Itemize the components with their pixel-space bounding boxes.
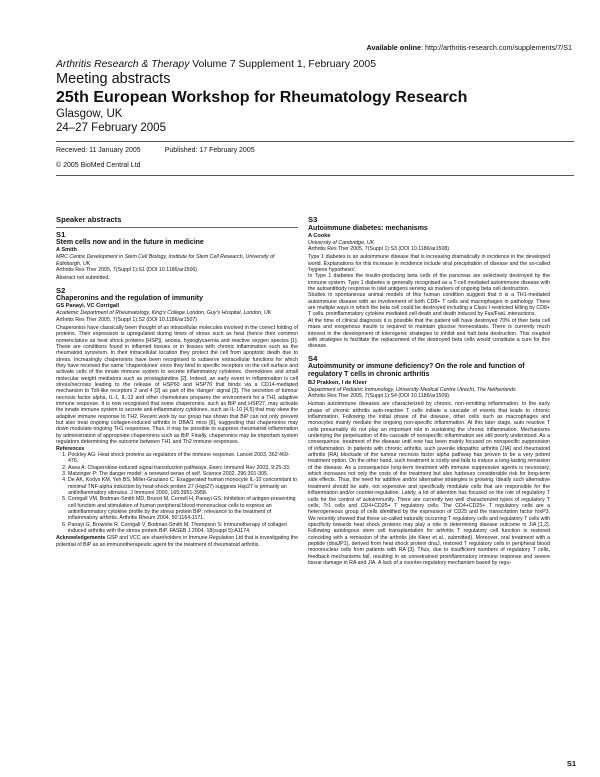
left-column xyxy=(56,215,298,548)
references-heading: References xyxy=(56,445,85,452)
abstract-id-s1: S1 xyxy=(56,229,66,239)
conference-dates: 24–27 February 2005 xyxy=(56,122,166,134)
acknowledgements xyxy=(56,535,298,548)
reference-item: 4. De AK, Kodys KM, Yeh BS, Miller-Graziano C: Exaggerated human monocyte IL-10 concomitant to minimal TNF-alpha induction by heat-shock protein 27 (Hsp27) suggests Hsp27 is primarily an antiinflammatory stimulus. J Immunol 2000, 165:3951-3958. xyxy=(68,477,298,496)
abstract-authors-s3: A Cooke xyxy=(308,232,331,239)
journal-line xyxy=(56,58,576,71)
reference-item: 6. Panayi G, Brownlie R, Corrigall V, Bodman-Smith M, Thompson S: Immunotherapy of collagen induced arthritis with the stress protein BiP. FASEB J 2004, 18(suppl 5):A1174. xyxy=(68,522,298,535)
abstract-citation-s2: Arthritis Res Ther 2005, 7(Suppl 1):S2 (DOI 10.1186/ar1507) xyxy=(56,316,198,323)
abstract-para-s3: Type 1 diabetes is an autoimmune disease that is increasing dramatically in incidence in the developed world. Explanations for this increase in incidence include viral precipitation of disease and the so-called 'hygiene hypothesis'. xyxy=(308,254,550,274)
journal-issue: Volume 7 Supplement 1, February 2005 xyxy=(192,59,376,70)
abstract-para-s3: At the time of clinical diagnosis it is possible that the patient will have destroyed 70% of their beta cell mass and exogenous insulin is required to maintain glucose homeostasis. There is currently much interest in the development of tolerogenic strategies to inhibit and halt beta destruction. This coupled with strategies to facilitate the replacement of the destroyed beta cells would constitute a cure for this disease. xyxy=(308,317,550,350)
abstract-id-s2: S2 xyxy=(56,285,66,295)
abstract-body-s4: Human autoimmune diseases are characterized by chronic, non-remitting inflammation. In the early phase of chronic arthritis auto-reactive T cells initiate a cascade of events that leads to chronic inflammation. Following the initial phase of the disease, other cells such as macrophages and monocytes mainly mediate the ongoing non-specific inflammation. At this later stage, auto reactive T cells presumably do not play an important role in sustaining the chronic inflammation. Mechanisms underlying the perpetuation of this cascade of nonspecific inflammation are still poorly understood. As a consequence, treatment of the disease until now has been mainly focused on nonspecific suppression of inflammation. In patients with chronic arthritis, such juvenile idiopathic arthritis (JIA) and rheumatoid arthritis (RA) blockade of the tumour necrosis factor alpha pathway has proven to be a very potent treatment option. On the other hand, such treatment is costly and fails to induce a long-lasting remission of the disease. As a consequence long-term treatment with immune suppressive agents is necessary, which increases not only the costs of the treatment but also harbours considerable risk for long-term side effects. Thus, the need for additive and/or alternative strategies is growing. Ideally such alternative treatment should be safe, not expensive and specifically modulate cells that are responsible for the inflammation and/or counter-regulation. Lately, a lot of attention has focused on the role of regulatory T cells for the control of autoimmunity. There are currently two well characterized types of regulatory T cells, Tr1 cells and CD4+CD25+ T regulatory cells. The CD4+CD25+ T regulatory cells are a heterogeneous group of cells identified by the expression of CD25 and the transcription factor foxP3. We recently showed that these so-called naturally occurring T regulatory cells and regulatory T cells with specificity towards heat shock proteins may play a role in determining disease outcome in JIA [1,2]. Following autologous stem cell transplantation for arthritis T regulatory cell function is restored coinciding with a remission of the arthritis (de Kleer et al., submitted). Moreover, oral treatment with a peptide (dnaJP1), derived from heat shock protein dnaJ, restored T regulatory cells in peripheral blood mononuclear cells from patients with RA [3]. Thus, due to insufficient numbers of regulatory T cells, feedback mechanisms fail, resulting in an unrestrained proinflammatory immune response and severe tissue damage in RA and JIA. A lack of a counter-regulatory mechanism based by regu- xyxy=(308,401,551,566)
ack-text: GSP and VCC are shareholders in Immune Regulation Ltd that is investigating the potential of BiP as an immunotherapeutic agent for the treatment of rheumatoid arthritis. xyxy=(56,535,298,548)
abstract-title-s2: Chaperonins and the regulation of immunity xyxy=(56,295,204,303)
pub-dates xyxy=(56,147,279,154)
availability-line: Available online: http://arthritis-research.com/supplements/7/S1 xyxy=(366,43,572,52)
abstract-citation-s3: Arthritis Res Ther 2005, 7(Suppl 1):S3 (DOI 10.1186/ar1508) xyxy=(308,246,450,253)
ack-label: Acknowledgements xyxy=(56,535,106,542)
right-column xyxy=(308,215,550,566)
reference-item: 3. Matzinger P: The danger model: a renewed sense of self. Science 2002, 296:301-305. xyxy=(68,471,298,477)
abstract-title-s3: Autoimmune diabetes: mechanisms xyxy=(308,224,428,232)
abstract-affiliation-s3: University of Cambridge, UK xyxy=(308,239,375,246)
header-rule xyxy=(56,141,574,142)
abstract-authors-s2: GS Panayi, VC Corrigall xyxy=(56,303,120,310)
reference-item: 2. Asea A: Chaperokine-induced signal transduction pathways. Exerc Immunol Rev 2003, 9:25-33. xyxy=(68,465,298,471)
published-date: Published: 17 February 2005 xyxy=(164,147,255,154)
abstract-para-s3: Studies in spontaneous animal models of this human condition suggest that it is a TH1-mediated autoimmune disease with an involvement of both CD8+ T cells and macrophages in pathology. There are multiple ways in which the beta cell could be destroyed including a Class I restricted killing by CD8+ T cells, proinflammatory cytokine mediated cell death and death induced by Fas/FasL interactions. xyxy=(308,292,550,318)
abstract-affiliation-s1: MRC Centre Development in Stem Cell Biology, Institute for Stem Cell Research, University of Edinburgh, UK xyxy=(56,254,275,267)
reference-item: 5. Corrigall VM, Bodman-Smith MD, Brunst M, Cornell H, Panayi GS: Inhibition of antigen-presenting cell function and stimulation of human peripheral blood mononuclear cells to express an antiinflammatory cytokine profile by the stress protein BiP: relevance to the treatment of inflammatory arthritis. Arthritis Rheum 2004, 50:1164-1171. xyxy=(68,496,298,521)
copyright-rule xyxy=(56,175,574,176)
abstract-title-s4: Autoimmunity or immune deficiency? On the role and function of regulatory T cells in chronic arthritis xyxy=(308,363,525,379)
page-number: S1 xyxy=(566,759,576,768)
references-list xyxy=(56,452,298,534)
received-date: Received: 11 January 2005 xyxy=(56,147,141,154)
reference-item: 1. Pockley AG: Heat shock proteins as regulators of the immune response. Lancet 2003, 362:469-476. xyxy=(68,452,298,465)
abstract-affiliation-s4: Department of Pediatric Immunology, University Medical Centre Utrecht, The Netherlands xyxy=(308,386,516,393)
abstract-citation-s4: Arthritis Res Ther 2005, 7(Suppl 1):S4 (DOI 10.1186/ar1509) xyxy=(308,393,450,399)
abstract-body-s2: Chaperonins have classically been thought of as intracellular molecules involved in the correct folding of proteins. Their expression is upregulated during times of stress such as heat (hence their common nomenclature as heat shock proteins [HSP]), anoxia, hypoglycaemia and reactive oxygen species [1]. These are conditions found in inflamed tissues or in tissues with chronic inflammation such as the rheumatoid synovium. In their intracellular location they protect the cell from apoptotic death due to stress. Increasingly chaperonins have been recognised to subserve extracellular functions for which they have received the name 'chaperokines' since they bind to specific receptors on the cell surface and activate cells of the innate immune system to secrete inflammatory cytokines, chemokines and small molecular weight mediators such as prostaglandins [2]. Indeed, an early event in inflammation is cell stress/necrosis leading to the release of HSP60 and HSP70 that binds via a CD14-mediated mechanism to Toll-like receptors 2 and 4 [2] as part of the 'danger' signal [3]. The secretion of tumour necrosis factor alpha, IL-1, IL-12 and other chemokines prepares the environment for a TH1 adaptive immune response. It is now recognised that some chaperonins, such as BiP and HSP27, may activate the innate immune system to secrete anti-inflammatory cytokines, such as IL-10 [4,5] that may skew the adaptive immune response to TH2. Recent work by our group has shown that BiP can not only prevent but also treat ongoing collagen-induced arthritis in DBA/1 mice [6], suggesting that chaperonins may down modulate ongoing TH1 responses. Thus, it may be possible to suppress rheumatoid inflammation by administration of appropriate chaperonins such as BiP. Finally, chaperonins may be important system regulators determining the outcome between TH1 and Th2 immune responses. xyxy=(56,324,298,446)
meeting-label: Meeting abstracts xyxy=(56,71,171,87)
journal-name: Arthritis Research & Therapy xyxy=(56,59,190,70)
copyright: © 2005 BioMed Central Ltd xyxy=(56,162,141,169)
abstract-id-s4: S4 xyxy=(308,353,318,363)
conference-title: 25th European Workshop for Rheumatology Research xyxy=(56,89,468,106)
conference-location: Glasgow, UK xyxy=(56,108,123,120)
abstract-affiliation-s2: Academic Department of Rheumatology, King's College London, Guy's Hospital, London, UK xyxy=(56,310,272,317)
abstract-title-s1: Stem cells now and in the future in medicine xyxy=(56,239,204,246)
availability-label: Available online xyxy=(366,43,421,52)
abstract-id-s3: S3 xyxy=(308,215,318,224)
abstract-para-s3: In Type 1 diabetes the insulin-producing beta cells of the pancreas are selectively destroyed by the immune system. Type 1 diabetes is generally recognised as a T-cell mediated autoimmune disease with the autoantibody response to islet antigens serving as markers of ongoing beta cell destruction. xyxy=(308,273,550,293)
article-header xyxy=(56,58,576,135)
abstract-note-s1: Abstract not submitted. xyxy=(56,275,110,282)
abstract-citation-s1: Arthritis Res Ther 2005, 7(Suppl 1):S1 (DOI 10.1186/ar1506) xyxy=(56,266,198,273)
availability-url[interactable]: http://arthritis-research.com/supplements/7/S1 xyxy=(424,43,572,52)
section-title: Speaker abstracts xyxy=(56,215,122,224)
abstract-authors-s4: BJ Prakken, I de Kleer xyxy=(308,379,367,386)
section-rule xyxy=(56,227,298,228)
abstract-authors-s1: A Smith xyxy=(56,247,77,254)
